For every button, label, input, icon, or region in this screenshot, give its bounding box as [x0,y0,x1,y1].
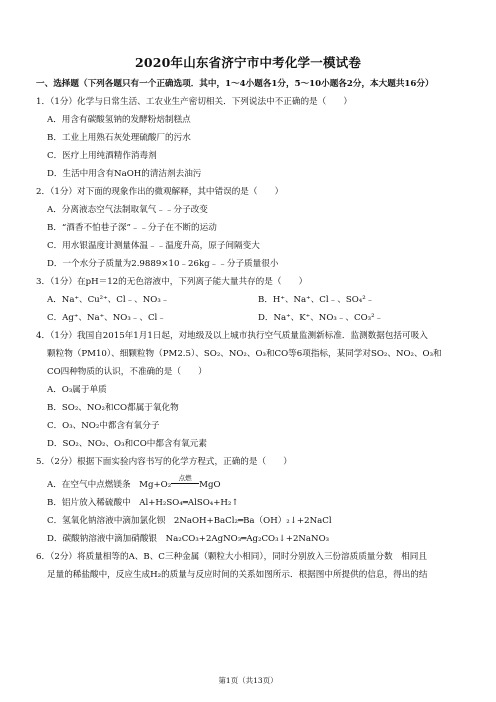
question-6-stem-line-1: 6．（2分）将质量相等的A、B、C三种金属（颗粒大小相同），同时分别放入三份溶质质量分数 相同且 [36,552,427,562]
question-4-option-c: C．O₃、NO₂中都含有氧分子 [47,421,160,431]
question-2-option-a: A．分离液态空气法制取氧气﹣﹣分子改变 [47,205,208,215]
question-6-stem-line-2: 足量的稀盐酸中，反应生成H₂的质量与反应时间的关系如图所示．根据图中所提供的信息，得出的结 [47,570,428,580]
question-5-option-a [47,474,221,491]
question-4-stem-line-1: 4．（1分）我国自2015年1月1日起，对地级及以上城市执行空气质量监测新标准．监测数据包括可吸入 [36,331,428,341]
question-5-option-a-product: MgO [199,480,221,490]
question-5-option-b: B．铝片放入稀硫酸中 Al+H₂SO₄═AlSO₄+H₂↑ [47,498,239,508]
question-4-option-a: A．O₃属于单质 [47,385,107,395]
question-1-stem: 1．（1分）化学与日常生活、工农业生产密切相关．下列说法中不正确的是（ ） [36,97,353,107]
equation-bar [171,483,199,484]
question-2-option-b: B．“酒香不怕巷子深”﹣﹣分子在不断的运动 [47,223,217,233]
reaction-condition-arrow [171,474,199,491]
question-2-stem: 2．（1分）对下面的现象作出的微观解释，其中错误的是（ ） [36,187,284,197]
question-5-option-c: C．氢氧化钠溶液中滴加氯化钡 2NaOH+BaCl₂═Ba（OH）₂↓+2NaCl [47,516,332,526]
question-3-stem: 3．（1分）在pH＝12的无色溶液中，下列离子能大量共存的是（ ） [36,277,308,287]
question-3-option-d: D．Na⁺、K⁺、NO₃﹣、CO₃²﹣ [258,313,384,323]
question-1-option-d: D．生活中用含有NaOH的清洁剂去油污 [47,169,202,179]
question-2-option-d: D．一个水分子质量为2.9889×10﹣26kg﹣﹣分子质量很小 [47,259,279,269]
question-4-option-d: D．SO₂、NO₂、O₃和CO中都含有氧元素 [47,439,207,449]
question-3-option-a: A．Na⁺、Cu²⁺、Cl﹣、NO₃﹣ [47,295,170,305]
question-1-option-a: A．用含有碳酸氢钠的发酵粉焙制糕点 [47,115,191,125]
question-4-stem-line-2: 颗粒物（PM10）、细颗粒物（PM2.5）、SO₂、NO₂、O₃和CO等6项指标，某同学对SO₂、NO₂、O₃和 [47,349,442,359]
reaction-condition-label: 点燃 [178,474,192,482]
section-heading: 一、选择题（下列各题只有一个正确选项．其中，1～4小题各1分，5～10小题各2分，本大题共16分） [36,79,434,89]
question-3-option-c: C．Ag⁺、Na⁺、NO₃﹣、Cl﹣ [47,313,166,323]
question-2-option-c: C．用水银温度计测量体温﹣﹣温度升高，原子间隔变大 [47,241,260,251]
question-5-stem: 5．（2分）根据下面实验内容书写的化学方程式，正确的是（ ） [36,457,292,467]
question-5-option-a-reactants: A．在空气中点燃镁条 Mg+O₂ [47,480,172,490]
question-4-stem-line-3: CO四种物质的认识，不准确的是（ ） [47,367,207,377]
question-1-option-c: C．医疗上用纯酒精作消毒剂 [47,151,157,161]
question-4-option-b: B．SO₂、NO₂和CO都属于氧化物 [47,403,179,413]
question-1-option-b: B．工业上用熟石灰处理硫酸厂的污水 [47,133,191,143]
question-3-option-b: B．H⁺、Na⁺、Cl﹣、SO₄²﹣ [258,295,375,305]
page-title: 2020年山东省济宁市中考化学一模试卷 [134,55,362,70]
page-footer: 第1页（共13页） [218,676,278,685]
question-5-option-d: D．碳酸钠溶液中滴加硝酸银 Na₂CO₃+2AgNO₃═Ag₂CO₃↓+2NaNO₃ [47,534,330,544]
